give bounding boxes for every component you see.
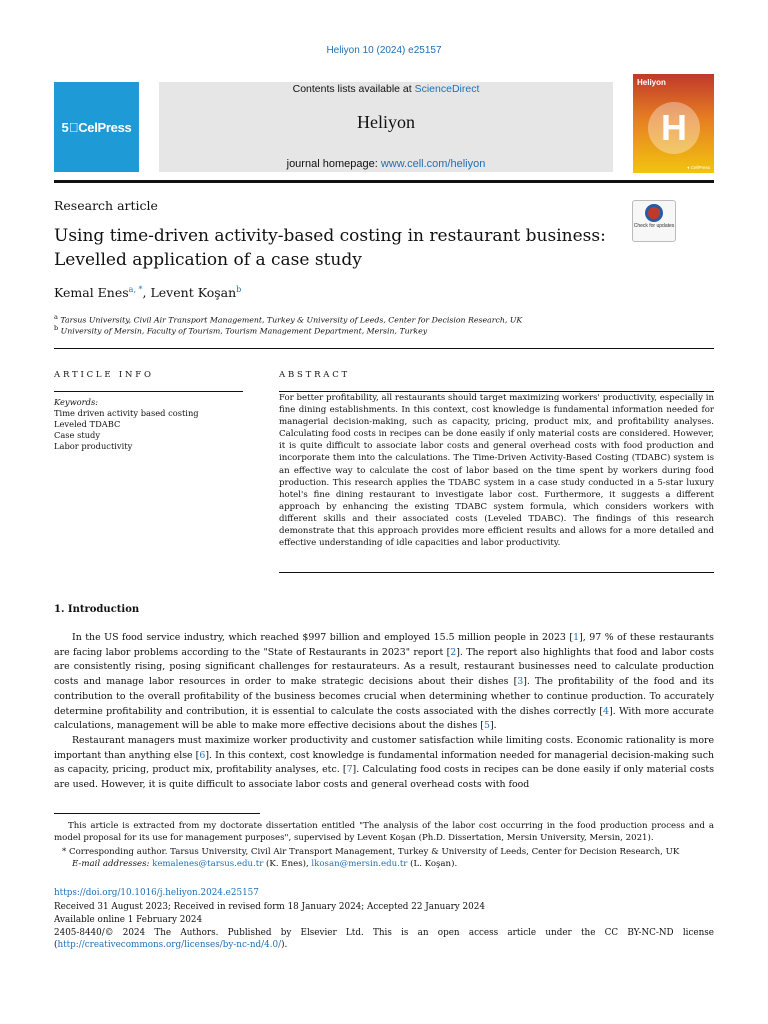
keyword-item: Labor productivity xyxy=(54,441,133,451)
available-online: Available online 1 February 2024 xyxy=(54,915,203,925)
keyword-item: Time driven activity based costing xyxy=(54,408,199,418)
title-divider xyxy=(54,348,714,349)
received-dates: Received 31 August 2023; Received in revised form 18 January 2024; Accepted 22 January 2024 xyxy=(54,902,485,912)
footnote-dissertation: This article is extracted from my doctorate dissertation entitled "The analysis of the labor cost occurring in the food production process and a model proposal for its use for management purposes", supervised by Levent Koşan (Ph.D. Dissertation, Mersin University, Mersin, 2021). xyxy=(54,821,714,844)
email-owner: (K. Enes), xyxy=(263,859,312,869)
author-kosan-marks[interactable]: b xyxy=(236,285,242,294)
article-title xyxy=(54,224,614,272)
intro-heading: 1. Introduction xyxy=(54,604,140,615)
footnote-corresponding xyxy=(54,846,714,858)
email-label: E-mail addresses: xyxy=(72,859,150,869)
journal-cover[interactable] xyxy=(633,74,714,173)
title-line-1: Using time-driven activity-based costing in restaurant business: xyxy=(54,226,606,246)
cover-title: Heliyon xyxy=(637,78,666,87)
intro-text: ]. xyxy=(489,720,497,732)
email-owner: (L. Koşan). xyxy=(407,859,458,869)
authors xyxy=(54,285,241,300)
intro-paragraph-2 xyxy=(54,734,714,793)
affiliation-b xyxy=(54,324,427,336)
affiliation-a-text: Tarsus University, Civil Air Transport Management, Turkey & University of Leeds, Center for Decision Research, UK xyxy=(57,315,523,325)
cellpress-logo[interactable] xyxy=(54,82,139,172)
homepage-link[interactable]: www.cell.com/heliyon xyxy=(380,158,486,170)
author-kosan[interactable]: Levent Koşan xyxy=(150,285,237,301)
license-text: ). xyxy=(281,940,288,951)
intro-text: ]. The report also highlights that food and labor costs are consistently rising, posing significant challenges for restaurateurs. As a result, restaurant businesses need to calculate production costs and manage labor resources in order to make strategic decisions about their dishes [ xyxy=(54,646,714,688)
affiliation-b-mark: b xyxy=(54,324,59,332)
intro-text: Restaurant managers must maximize worker productivity and customer satisfaction while limiting costs. Economic rationality is more important than anything else [ xyxy=(54,735,714,761)
intro-text: ]. In this context, cost knowledge is fundamental information needed for managerial decision-making such as capacity, pricing, product mix, profitability analyses, etc. [ xyxy=(54,749,715,776)
article-type: Research article xyxy=(54,198,158,213)
license-text: 2405-8440/© 2024 The Authors. Published by Elsevier Ltd. This is an open access article under the CC BY-NC-ND license ( xyxy=(54,928,714,951)
keyword-item: Case study xyxy=(54,430,101,440)
title-line-2: Levelled application of a case study xyxy=(54,250,362,270)
intro-text: In the US food service industry, which reached $997 billion and employed 15.5 million people in 2023 [ xyxy=(72,632,574,643)
license-link[interactable]: http://creativecommons.org/licenses/by-nc-nd/4.0/ xyxy=(57,940,282,951)
homepage-prefix: journal homepage: xyxy=(286,158,381,170)
intro-text: ]. Calculating food costs in recipes can be done easily if only material costs are used. However, it is quite difficult to associate labor costs and general overhead costs with food xyxy=(54,764,715,791)
abstract-end-divider xyxy=(279,572,714,573)
contents-line xyxy=(159,83,613,95)
journal-name: Heliyon xyxy=(357,112,415,132)
email-link-kosan[interactable]: lkosan@mersin.edu.tr xyxy=(311,859,408,869)
abstract-heading: ABSTRACT xyxy=(279,370,350,380)
citation-link[interactable]: 4 xyxy=(602,705,609,717)
cover-letter: H xyxy=(661,107,687,148)
footnote-emails xyxy=(54,858,714,870)
cover-footer: ♦ CellPress xyxy=(687,165,710,170)
contents-prefix: Contents lists available at xyxy=(292,83,415,95)
check-updates-label: Check for updates xyxy=(633,223,675,229)
corresponding-text: Corresponding author. Tarsus University, Civil Air Transport Management, Turkey & University of Leeds, Center for Decision Research, UK xyxy=(66,847,680,857)
citation-link[interactable]: 6 xyxy=(199,749,206,761)
affiliation-a-mark: a xyxy=(54,313,58,321)
keywords-label: Keywords: xyxy=(54,397,99,407)
citation-link[interactable]: 2 xyxy=(450,646,457,658)
journal-homepage xyxy=(159,158,613,170)
keyword-item: Leveled TDABC xyxy=(54,419,121,429)
cellpress-logo-text: 5⃝CelPress xyxy=(61,119,132,135)
article-info-divider xyxy=(54,391,243,392)
cover-emblem xyxy=(648,102,700,154)
doi-link[interactable]: https://doi.org/10.1016/j.heliyon.2024.e25157 xyxy=(54,888,259,898)
check-for-updates-button[interactable] xyxy=(632,200,676,242)
author-separator: , xyxy=(142,285,151,301)
article-info-heading: ARTICLE INFO xyxy=(54,370,154,380)
citation-link[interactable]: 7 xyxy=(346,764,353,776)
intro-paragraph-1 xyxy=(54,631,714,734)
citation-link[interactable]: 1 xyxy=(573,632,580,643)
email-link-enes[interactable]: kemalenes@tarsus.edu.tr xyxy=(152,859,264,869)
author-enes-marks[interactable]: a, * xyxy=(128,285,143,294)
intro-text: ], 97 % of these restaurants are facing labor problems according to the "State of Restaurants in 2023" report [ xyxy=(54,632,714,658)
affiliation-a xyxy=(54,313,522,325)
citation-link[interactable]: 3 xyxy=(517,676,524,688)
author-enes[interactable]: Kemal Enes xyxy=(54,285,129,301)
license-statement xyxy=(54,927,714,952)
citation-link[interactable]: 5 xyxy=(483,720,490,732)
check-updates-icon xyxy=(645,204,663,222)
intro-text: ]. With more accurate calculations, management will be able to make more effective decisions about the dishes [ xyxy=(54,705,714,732)
sciencedirect-link[interactable]: ScienceDirect xyxy=(414,83,480,95)
affiliation-b-text: University of Mersin, Faculty of Tourism, Tourism Management Department, Mersin, Turkey xyxy=(58,326,428,336)
abstract-text: For better profitability, all restaurants should target maximizing workers' productivity, especially in fine dining establishments. In this context, cost knowledge is fundamental information needed for managerial decision-making, such as capacity, pricing, product mix, and profitability analyses. Calculating food costs in recipes can be done easily if only material costs are considered. However, it is quite difficult to associate labor costs and general overhead costs with food production and incorporate them into the calculations. The Time-Driven Activity-Based Costing (TDABC) system is an effective way to calculate the cost of labor based on the time spent by workers during food production. This research applies the TDABC system in a case study conducted in a 5-star luxury hotel's fine dining restaurant to investigate labor cost. Furthermore, it suggests a different approach by enhancing the existing TDABC system formula, which considers workers with different skills and their associated costs (Leveled TDABC). The findings of this research demonstrate that this approach provides more efficient results and allows for a more detailed and effective understanding of idle capacities and labor productivity. xyxy=(279,393,714,549)
journal-reference[interactable]: Heliyon 10 (2024) e25157 xyxy=(326,45,442,56)
header-divider xyxy=(54,180,714,183)
intro-text: ]. The profitability of the food and its contribution to the overall profitability of the business becomes crucial when determining whether to continue production. To accurately determine profitability and contribution, it is essential to calculate the costs associated with the dishes correctly [ xyxy=(54,676,714,717)
corresponding-mark: * xyxy=(62,847,67,857)
footnote-divider xyxy=(54,813,260,814)
